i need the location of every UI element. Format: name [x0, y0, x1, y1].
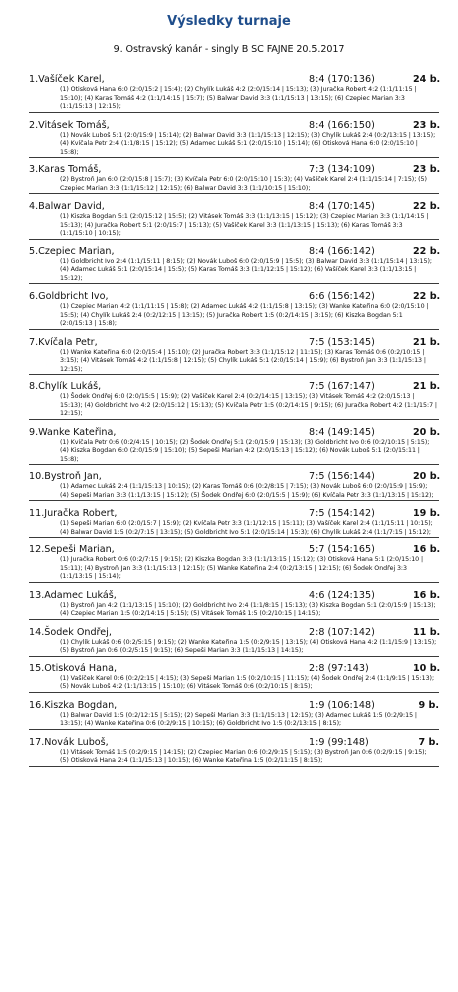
player-points: 23 b.	[413, 164, 441, 175]
player-points: 20 b.	[413, 426, 441, 438]
player-header	[29, 120, 439, 132]
player-entry	[29, 201, 439, 240]
player-header	[29, 471, 439, 483]
player-header	[29, 508, 439, 520]
player-match-results: (1) Czepiec Marian 4:2 (1:1/11:15 | 15:8); (2) Adamec Lukáš 4:2 (1:1/15:8 | 13:15); (3) Wanke Kateřina 6:0 (2:0/15:10 | 15:5); (4) Chylík Lukáš 2:4 (0:2/12:15 | 13:15); (5) Juračka Robert 1:5 (0:2/14:15 | 3:15); (6) Kiszka Bogdan 5:1 (2:0/15:13 | 15:8);	[60, 303, 429, 327]
player-score-stat: 7:3 (134:109)	[309, 164, 375, 175]
player-header	[29, 590, 439, 602]
player-name: 8.Chylík Lukáš,	[29, 381, 102, 392]
player-match-results: (1) Novák Luboš 5:1 (2:0/15:9 | 15:14); (2) Balwar David 3:3 (1:1/15:13 | 12:15); (3) Chylík Lukáš 2:4 (0:2/13:15 | 13:15); (4) Kvíčala Petr 2:4 (1:1/8:15 | 15:12); (5) Adamec Lukáš 5:1 (2:0/15:10 | 15:14); (6) Otisková Hana 6:0 (2:0/15:10 | 15:8);	[60, 131, 436, 156]
player-match-results: (1) Šodek Ondřej 6:0 (2:0/15:5 | 15:9); (2) Vašíček Karel 2:4 (0:2/14:15 | 13:15); (3) Vitásek Tomáš 4:2 (2:0/15:13 | 15:13); (4) Goldbricht Ivo 4:2 (2:0/15:12 | 15:13); (5) Kvíčala Petr 1:5 (0:2/14:15 | 9:15); (6) Juračka Robert 4:2 (1:1/15:7 | 12:15);	[60, 393, 437, 417]
player-score-stat: 8:4 (166:142)	[309, 245, 375, 257]
player-name: 14.Šodek Ondřej,	[29, 626, 112, 638]
player-name: 1.Vašíček Karel,	[29, 74, 105, 85]
player-header	[29, 201, 439, 213]
player-name: 9.Wanke Kateřina,	[29, 426, 117, 438]
player-points: 21 b.	[413, 381, 441, 392]
player-score-stat: 8:4 (166:150)	[309, 119, 375, 131]
player-match-results: (1) Balwar David 1:5 (0:2/12:15 | 5:15); (2) Sepeši Marian 3:3 (1:1/15:13 | 12:15); (3) Adamec Lukáš 1:5 (0:2/9:15 | 13:15); (4) Wanke Kateřina 0:6 (0:2/9:15 | 10:15); (6) Goldbricht Ivo 1:5 (0:2/13:15 | 8:15);	[60, 711, 417, 727]
player-entry	[29, 427, 439, 466]
player-points: 20 b.	[413, 471, 441, 482]
player-name: 5.Czepiec Marian,	[29, 245, 115, 257]
player-points: 24 b.	[413, 74, 441, 85]
player-points: 23 b.	[413, 119, 441, 131]
player-score-stat: 2:8 (107:142)	[309, 626, 375, 638]
player-name: 4.Balwar David,	[29, 201, 105, 212]
player-entry	[29, 544, 439, 583]
player-score-stat: 5:7 (154:165)	[309, 544, 375, 555]
player-name: 3.Karas Tomáš,	[29, 164, 102, 175]
player-match-results: (1) Vašíček Karel 0:6 (0:2/2:15 | 4:15); (3) Sepeši Marian 1:5 (0:2/10:15 | 11:15); (4) Šodek Ondřej 2:4 (1:1/9:15 | 15:13); (5) Novák Luboš 4:2 (1:1/13:15 | 15:10); (6) Vitásek Tomáš 0:6 (0:2/10:15 | 8:15);	[60, 674, 435, 690]
player-entry	[29, 74, 439, 113]
player-match-results: (1) Bystroň Jan 4:2 (1:1/13:15 | 15:10); (2) Goldbricht Ivo 2:4 (1:1/8:15 | 15:13); (3) Kiszka Bogdan 5:1 (2:0/15:9 | 15:13); (4) Czepiec Marian 1:5 (0:2/14:15 | 5:15); (5) Vitásek Tomáš 1:5 (0:2/10:15 | 14:15);	[60, 601, 436, 617]
player-entry	[29, 590, 439, 620]
player-match-results: (1) Goldbricht Ivo 2:4 (1:1/15:11 | 8:15); (2) Novák Luboš 6:0 (2:0/15:9 | 15:5); (3) Balwar David 3:3 (1:1/15:14 | 13:15); (4) Adamec Lukáš 5:1 (2:0/15:14 | 15:5); (5) Karas Tomáš 3:3 (1:1/12:15 | 15:12); (6) Vašíček Karel 3:3 (1:1/13:15 | 15:12);	[60, 257, 433, 282]
player-entry	[29, 381, 439, 420]
player-header	[29, 427, 439, 439]
page	[0, 14, 458, 767]
player-match-results: (1) Adamec Lukáš 2:4 (1:1/15:13 | 10:15); (2) Karas Tomáš 0:6 (0:2/8:15 | 7:15); (3) Novák Luboš 6:0 (2:0/15:9 | 15:9); (4) Sepeši Marian 3:3 (1:1/13:15 | 15:12); (5) Šodek Ondřej 6:0 (2:0/15:5 | 15:9); (6) Kvíčala Petr 3:3 (1:1/13:15 | 15:12);	[60, 483, 434, 499]
player-score-stat: 7:5 (153:145)	[309, 336, 375, 348]
player-match-results: (1) Chylík Lukáš 0:6 (0:2/5:15 | 9:15); (2) Wanke Kateřina 1:5 (0:2/9:15 | 13:15); (4) Otisková Hana 4:2 (1:1/15:9 | 13:15); (5) Bystroň Jan 0:6 (0:2/5:15 | 9:15); (6) Sepeši Marian 3:3 (1:1/15:13 | 14:15);	[60, 638, 437, 654]
player-header	[29, 164, 439, 176]
player-entry	[29, 700, 439, 730]
player-header	[29, 663, 439, 675]
player-header	[29, 627, 439, 639]
player-points: 22 b.	[413, 245, 441, 257]
player-score-stat: 7:5 (156:144)	[309, 471, 375, 482]
player-points: 22 b.	[413, 291, 441, 302]
player-match-results: (1) Kvíčala Petr 0:6 (0:2/4:15 | 10:15); (2) Šodek Ondřej 5:1 (2:0/15:9 | 15:13); (3) Goldbricht Ivo 0:6 (0:2/10:15 | 5:15); (4) Kiszka Bogdan 6:0 (2:0/15:9 | 15:10); (5) Sepeši Marian 4:2 (2:0/15:13 | 15:12); (6) Novák Luboš 5:1 (2:0/15:11 | 15:8);	[60, 438, 430, 463]
player-header	[29, 700, 439, 712]
player-header	[29, 737, 439, 749]
player-match-results: (2) Bystroň Jan 6:0 (2:0/15:8 | 15:7); (3) Kvíčala Petr 6:0 (2:0/15:10 | 15:3); (4) Vašíček Karel 2:4 (1:1/15:14 | 7:15); (5) Czepiec Marian 3:3 (1:1/15:12 | 12:15); (6) Balwar David 3:3 (1:1/10:15 | 15:10);	[60, 176, 427, 192]
player-score-stat: 8:4 (170:145)	[309, 201, 375, 212]
player-match-results: (1) Vitásek Tomáš 1:5 (0:2/9:15 | 14:15); (2) Czepiec Marian 0:6 (0:2/9:15 | 5:15); (3) Bystroň Jan 0:6 (0:2/9:15 | 9:15); (5) Otisková Hana 2:4 (1:1/15:13 | 10:15); (6) Wanke Kateřina 1:5 (0:2/11:15 | 8:15);	[60, 748, 427, 764]
player-score-stat: 1:9 (99:148)	[309, 736, 369, 748]
player-score-stat: 6:6 (156:142)	[309, 291, 375, 302]
player-entry	[29, 246, 439, 285]
player-score-stat: 7:5 (154:142)	[309, 508, 375, 519]
player-score-stat: 2:8 (97:143)	[309, 662, 369, 674]
player-name: 13.Adamec Lukáš,	[29, 589, 117, 601]
player-entry	[29, 663, 439, 693]
player-name: 12.Sepeši Marian,	[29, 544, 115, 555]
player-header	[29, 246, 439, 258]
tournament-subtitle: 9. Ostravský kanár - singly B SC FAJNE 20.5.2017	[113, 44, 345, 55]
player-entry	[29, 291, 439, 330]
player-points: 9 b.	[418, 699, 439, 711]
player-score-stat: 4:6 (124:135)	[309, 589, 375, 601]
player-header	[29, 337, 439, 349]
player-entry	[29, 164, 439, 194]
player-entry	[29, 471, 439, 501]
player-score-stat: 8:4 (149:145)	[309, 426, 375, 438]
player-points: 10 b.	[413, 662, 441, 674]
player-points: 7 b.	[418, 736, 439, 748]
player-score-stat: 8:4 (170:136)	[309, 74, 375, 85]
player-header	[29, 381, 439, 393]
player-score-stat: 1:9 (106:148)	[309, 699, 375, 711]
player-name: 11.Juračka Robert,	[29, 508, 118, 519]
player-name: 6.Goldbricht Ivo,	[29, 291, 109, 302]
player-name: 16.Kiszka Bogdan,	[29, 699, 118, 711]
player-name: 2.Vitásek Tomáš,	[29, 119, 110, 131]
player-header	[29, 291, 439, 303]
player-match-results: (1) Juračka Robert 0:6 (0:2/7:15 | 9:15); (2) Kiszka Bogdan 3:3 (1:1/13:15 | 15:12); (3) Otisková Hana 5:1 (2:0/15:10 | 15:11); (4) Bystroň Jan 3:3 (1:1/15:13 | 12:15); (5) Wanke Kateřina 2:4 (0:2/13:15 | 12:15); (6) Šodek Ondřej 3:3 (1:1/13:15 | 15:14);	[60, 556, 424, 580]
player-entry	[29, 737, 439, 767]
player-points: 16 b.	[413, 589, 441, 601]
player-match-results: (1) Kiszka Bogdan 5:1 (2:0/15:12 | 15:5); (2) Vitásek Tomáš 3:3 (1:1/13:15 | 15:12); (3) Czepiec Marian 3:3 (1:1/14:15 | 15:13); (4) Juračka Robert 5:1 (2:0/15:7 | 15:13); (5) Vašíček Karel 3:3 (1:1/13:15 | 15:13); (6) Karas Tomáš 3:3 (1:1/15:10 | 10:15);	[60, 213, 429, 237]
player-entry	[29, 337, 439, 376]
player-match-results: (1) Wanke Kateřina 6:0 (2:0/15:4 | 15:10); (2) Juračka Robert 3:3 (1:1/15:12 | 11:15); (3) Karas Tomáš 0:6 (0:2/10:15 | 3:15); (4) Vitásek Tomáš 4:2 (1:1/15:8 | 12:15); (5) Chylík Lukáš 5:1 (2:0/15:14 | 15:9); (6) Bystroň Jan 3:3 (1:1/15:13 | 12:15);	[60, 348, 426, 373]
player-name: 17.Novák Luboš,	[29, 736, 109, 748]
player-name: 7.Kvíčala Petr,	[29, 336, 98, 348]
player-match-results: (1) Otisková Hana 6:0 (2:0/15:2 | 15:4); (2) Chylík Lukáš 4:2 (2:0/15:14 | 15:13); (3) Juračka Robert 4:2 (1:1/11:15 | 15:10); (4) Karas Tomáš 4:2 (1:1/14:15 | 15:7); (5) Balwar David 3:3 (1:1/15:13 | 13:15); (6) Czepiec Marian 3:3 (1:1/15:13 | 12:15);	[60, 86, 417, 110]
player-points: 11 b.	[413, 626, 441, 638]
player-points: 21 b.	[413, 336, 441, 348]
player-points: 22 b.	[413, 201, 441, 212]
player-entry	[29, 120, 439, 159]
player-points: 19 b.	[413, 508, 441, 519]
player-entry	[29, 627, 439, 657]
player-score-stat: 7:5 (167:147)	[309, 381, 375, 392]
player-name: 10.Bystroň Jan,	[29, 471, 102, 482]
player-name: 15.Otisková Hana,	[29, 662, 118, 674]
player-points: 16 b.	[413, 544, 441, 555]
player-header	[29, 544, 439, 556]
player-match-results: (1) Sepeši Marian 6:0 (2:0/15:7 | 15:9); (2) Kvíčala Petr 3:3 (1:1/12:15 | 15:11); (3) Vašíček Karel 2:4 (1:1/15:11 | 10:15); (4) Balwar David 1:5 (0:2/7:15 | 13:15); (5) Goldbricht Ivo 5:1 (2:0/15:14 | 15:3); (6) Chylík Lukáš 2:4 (1:1/7:15 | 15:12);	[60, 520, 433, 536]
players-list	[0, 74, 458, 767]
page-title: Výsledky turnaje	[167, 14, 291, 29]
player-header	[29, 74, 439, 86]
player-entry	[29, 508, 439, 538]
